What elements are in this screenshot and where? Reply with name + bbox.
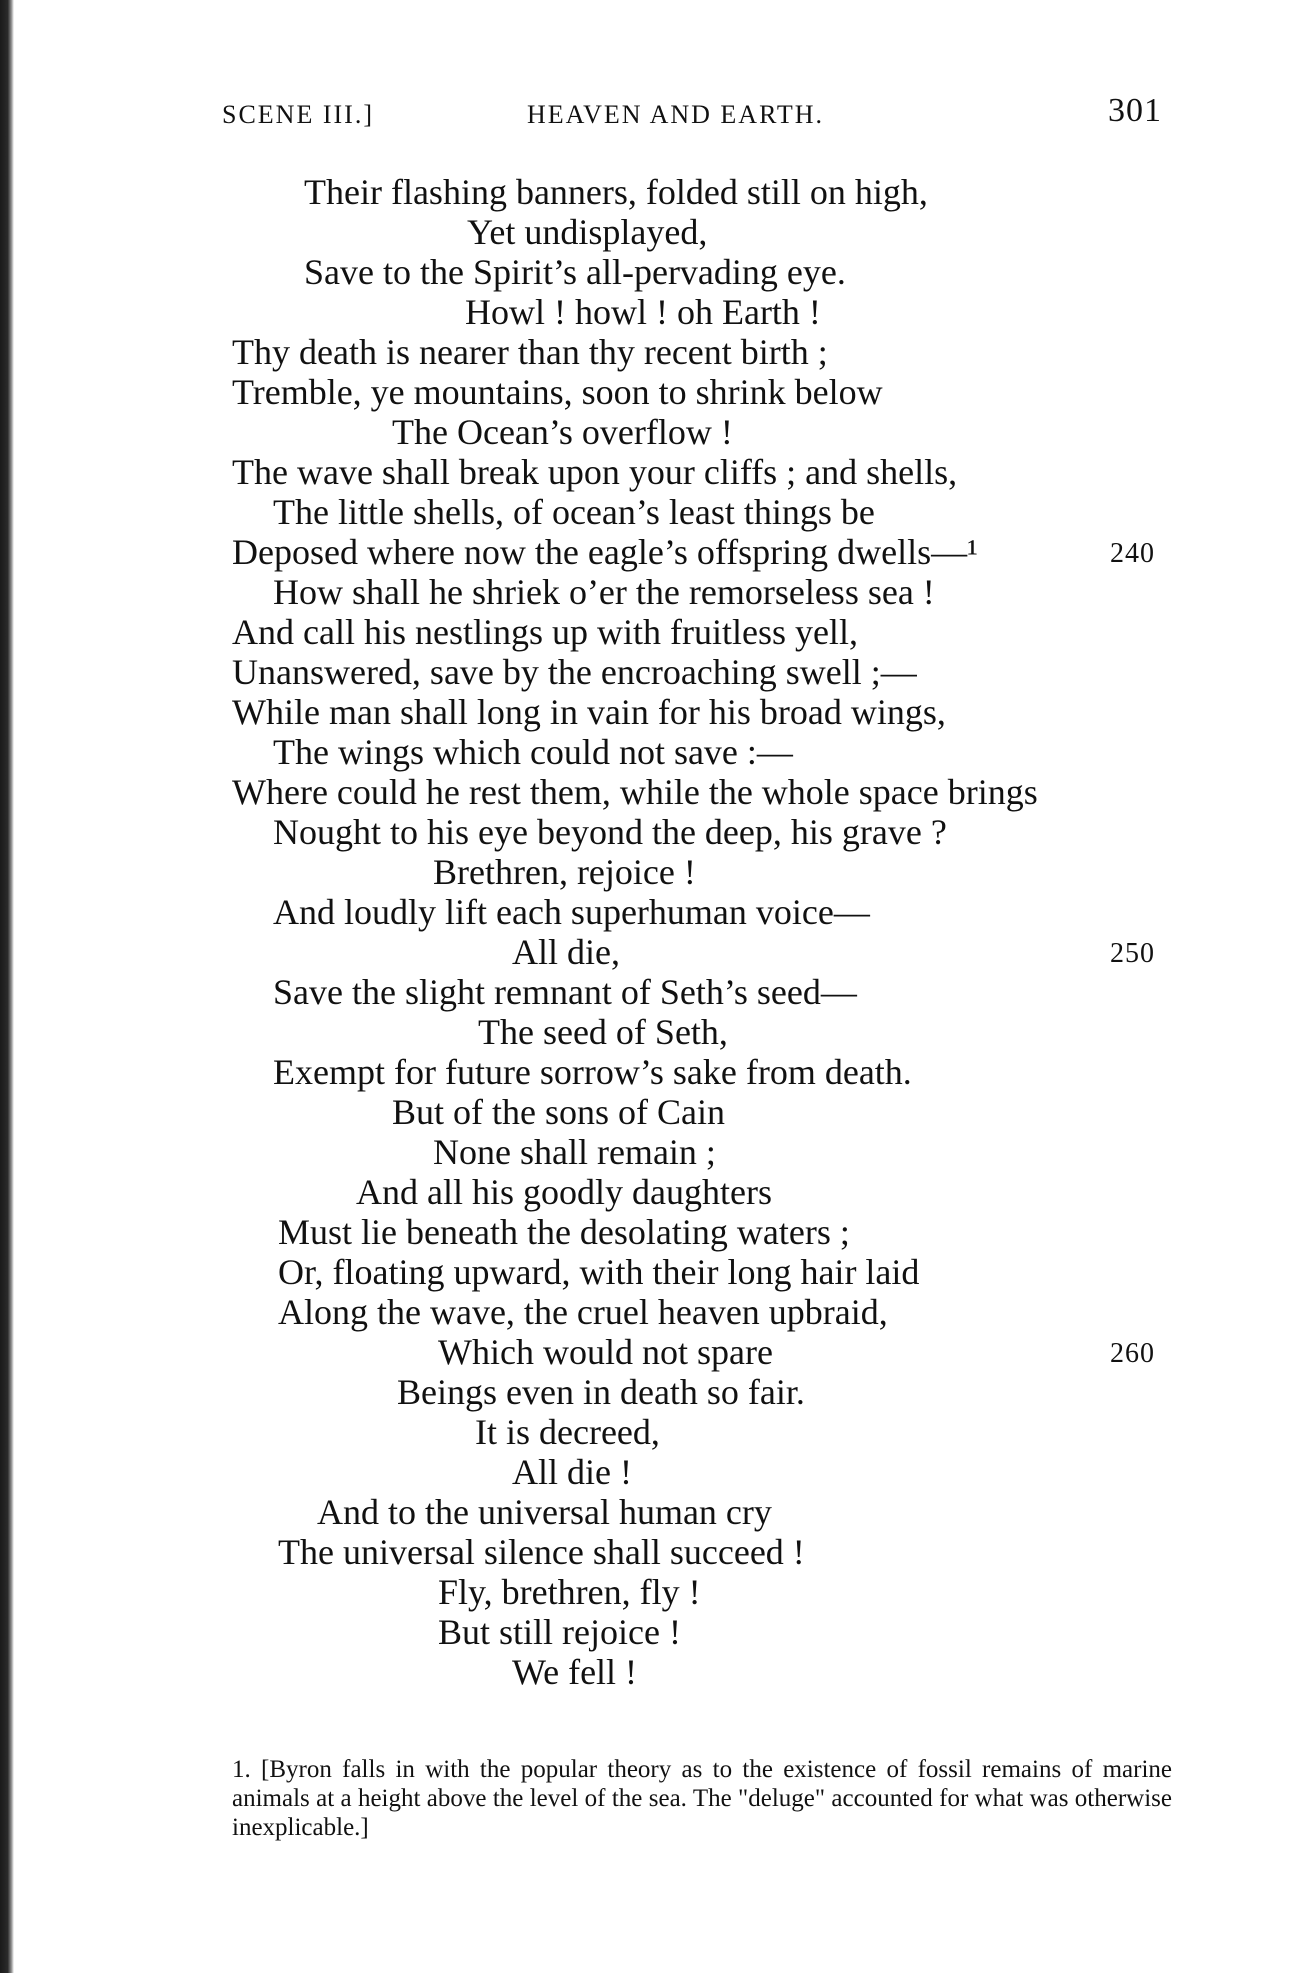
poem-line: Beings even in death so fair.: [397, 1372, 805, 1412]
poem-line: Along the wave, the cruel heaven upbraid,: [278, 1292, 888, 1332]
line-number: 260: [1110, 1338, 1155, 1369]
running-header: [222, 92, 1162, 132]
poem-line: The Ocean’s overflow !: [392, 412, 733, 452]
poem-line: The wings which could not save :—: [273, 732, 793, 772]
poem-line: Or, floating upward, with their long hair laid: [278, 1252, 920, 1292]
poem-line: Nought to his eye beyond the deep, his grave ?: [273, 812, 947, 852]
poem-line: Tremble, ye mountains, soon to shrink below: [232, 372, 883, 412]
poem-line: But of the sons of Cain: [392, 1092, 725, 1132]
book-binding-edge: [0, 0, 14, 1973]
poem-line: Deposed where now the eagle’s offspring dwells—¹: [232, 532, 978, 572]
poem-line: Save the slight remnant of Seth’s seed—: [273, 972, 857, 1012]
poem-line: The universal silence shall succeed !: [278, 1532, 805, 1572]
poem-line: Howl ! howl ! oh Earth !: [465, 292, 821, 332]
poem-line: While man shall long in vain for his broad wings,: [232, 692, 946, 732]
line-number: 240: [1110, 538, 1155, 569]
poem-line: And call his nestlings up with fruitless yell,: [232, 612, 858, 652]
poem-line: But still rejoice !: [438, 1612, 681, 1652]
page-number: 301: [1108, 92, 1162, 129]
poem-line: Yet undisplayed,: [467, 212, 708, 252]
poem-line: All die,: [512, 932, 620, 972]
poem-line: Must lie beneath the desolating waters ;: [278, 1212, 850, 1252]
poem-line: Unanswered, save by the encroaching swell ;—: [232, 652, 917, 692]
line-number: 250: [1110, 938, 1155, 969]
footnote: 1. [Byron falls in with the popular theory as to the existence of fossil remains of marine animals at a height above the level of the sea. The "deluge" accounted for what was otherwise inexplicable.]: [232, 1756, 1172, 1841]
poem-line: Fly, brethren, fly !: [438, 1572, 701, 1612]
poem-line: Where could he rest them, while the whole space brings: [232, 772, 1038, 812]
poem-line: Save to the Spirit’s all-pervading eye.: [304, 252, 846, 292]
poem-line: It is decreed,: [475, 1412, 660, 1452]
poem-line: Exempt for future sorrow’s sake from death.: [273, 1052, 912, 1092]
poem-line: How shall he shriek o’er the remorseless sea !: [273, 572, 935, 612]
poem-line: The wave shall break upon your cliffs ; and shells,: [232, 452, 958, 492]
poem-line: Brethren, rejoice !: [433, 852, 696, 892]
scene-label: SCENE III.]: [222, 100, 374, 129]
poem-line: Their flashing banners, folded still on high,: [304, 172, 928, 212]
poem-line: The seed of Seth,: [478, 1012, 728, 1052]
poem-line: The little shells, of ocean’s least things be: [273, 492, 875, 532]
poem-line: And all his goodly daughters: [356, 1172, 772, 1212]
running-title: HEAVEN AND EARTH.: [527, 100, 825, 129]
poem-line: Thy death is nearer than thy recent birth ;: [232, 332, 828, 372]
poem-line: And loudly lift each superhuman voice—: [273, 892, 870, 932]
poem-line: And to the universal human cry: [317, 1492, 772, 1532]
poem-line: We fell !: [512, 1652, 638, 1692]
poem-line: None shall remain ;: [433, 1132, 716, 1172]
poem-line: All die !: [512, 1452, 632, 1492]
poem-line: Which would not spare: [438, 1332, 773, 1372]
